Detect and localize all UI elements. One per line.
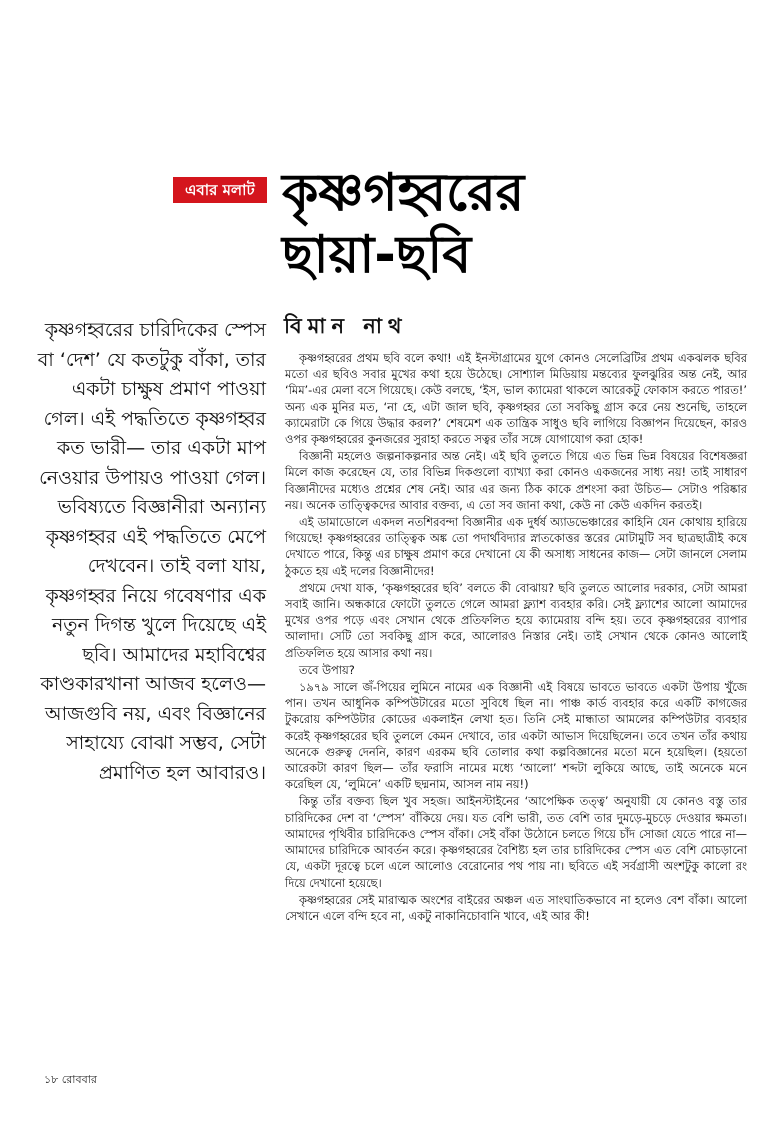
page-number-folio: ১৮ রোববার [44, 1073, 97, 1086]
article-paragraph: তবে উপায়? [299, 662, 355, 677]
article-body [285, 350, 747, 925]
headline-line-1: কৃষ্ণগহ্বরের [282, 163, 525, 223]
article-paragraph: বিজ্ঞানী মহলেও জল্পনাকল্পনার অন্ত নেই। এই ছবি তুলতে গিয়ে এত ভিন্ন ভিন্ন বিষয়ের বিশেষজ্ঞরা মিলে কাজ করেছেন যে, তার বিভিন্ন দিকগুলো ব্যাখ্যা করা কোনও একজনের সাধ্য নয়! তাই সাধারণ বিজ্ঞানীদের মধ্যেও প্রশ্নের শেষ নেই। আর এর জন্য ঠিক কাকে প্রশংসা করা উচিত— সেটাও পরিষ্কার নয়। অনেক তাত্ত্বিকদের আবার বক্তব্য, এ তো সব জানা কথা, কেউ না কেউ একদিন করতই। [285, 449, 747, 512]
pull-quote: কৃষ্ণগহ্বরের চারিদিকের স্পেস বা ‘দেশ’ যে কতটুকু বাঁকা, তার একটা চাক্ষুষ প্রমাণ পাওয়া গেল। এই পদ্ধতিতে কৃষ্ণগহ্বর কত ভারী— তার একটা মাপ নেওয়ার উপায়ও পাওয়া গেল। ভবিষ্যতে বিজ্ঞানীরা অন্যান্য কৃষ্ণগহ্বর এই পদ্ধতিতে মেপে দেখবেন। তাই বলা যায়, কৃষ্ণগহ্বর নিয়ে গবেষণার এক নতুন দিগন্ত খুলে দিয়েছে এই ছবি। আমাদের মহাবিশ্বের কাণ্ডকারখানা আজব হলেও— আজগুবি নয়, এবং বিজ্ঞানের সাহায্যে বোঝা সম্ভব, সেটা প্রমাণিত হল আবারও। [37, 319, 266, 784]
article-paragraph: কিন্তু তাঁর বক্তব্য ছিল খুব সহজ। আইনস্টাইনের ‘আপেক্ষিক তত্ত্ব’ অনুযায়ী যে কোনও বস্তু তার চারিদিকের দেশ বা ‘স্পেস’ বাঁকিয়ে দেয়। যত বেশি ভারী, তত বেশি তার দুমড়ে-মুচড়ে দেওয়ার ক্ষমতা। আমাদের পৃথিবীর চারিদিকেও স্পেস বাঁকা। সেই বাঁকা উঠোনে চলতে গিয়ে চাঁদ সোজা যেতে পারে না— আমাদের চারিদিকে আবর্তন করে। কৃষ্ণগহ্বরের বৈশিষ্ট্য হল তার চারিদিকের স্পেস এত বেশি মোচড়ানো যে, একটা দূরত্বে চলে এলে আলোও বেরোনোর পথ পায় না। ছবিতে এই সর্বগ্রাসী অংশটুকু কালো রং দিয়ে দেখানো হয়েছে। [285, 794, 747, 890]
headline [282, 162, 752, 286]
article-paragraph: প্রথমে দেখা যাক, ‘কৃষ্ণগহ্বরের ছবি’ বলতে কী বোঝায়? ছবি তুলতে আলোর দরকার, সেটা আমরা সবাই জানি। অন্ধকারে ফোটো তুলতে গেলে আমরা ফ্ল্যাশ ব্যবহার করি। সেই ফ্ল্যাশের আলো আমাদের মুখের ওপর পড়ে এবং সেখান থেকে প্রতিফলিত হয়ে ক্যামেরায় বন্দি হয়। তবে কৃষ্ণগহ্বরের ব্যাপার আলাদা। সেটি তো সবকিছু গ্রাস করে, আলোরও নিস্তার নেই। তাই সেখান থেকে কোনও আলোই প্রতিফলিত হয়ে আসার কথা নয়। [285, 580, 747, 660]
article-paragraph: কৃষ্ণগহ্বরের প্রথম ছবি বলে কথা! এই ইনস্টাগ্রামের যুগে কোনও সেলেব্রিটির প্রথম একঝলক ছবির মতো এর ছবিও সবার মুখের কথা হয়ে উঠেছে। সোশ্যাল মিডিয়ায় মন্তব্যের ফুলঝুরির অন্ত নেই, আর ‘মিম’-এর মেলা বসে গিয়েছে। কেউ বলছে, ‘ইস, ভাল ক্যামেরা থাকলে আরেকটু ফোকাস করতে পারত!’ অন্য এক মুনির মত, ‘না হে, এটা জাল ছবি, কৃষ্ণগহ্বর তো সবকিছু গ্রাস করে নেয় শুনেছি, তাহলে ক্যামেরাটা কে গিয়ে উদ্ধার করল?’ শেষমেশ এক তান্ত্রিক সাধুও ছবি লাগিয়ে বিজ্ঞাপন দিয়েছেন, কারও ওপর কৃষ্ণগহ্বরের কুনজরের সুরাহা করতে সত্বর তাঁর সঙ্গে যোগাযোগ করা হোক! [285, 351, 747, 447]
article-paragraph: ১৯৭৯ সালে জঁ-পিয়ের লুমিনে নামের এক বিজ্ঞানী এই বিষয়ে ভাবতে ভাবতে একটা উপায় খুঁজে পান। তখন আধুনিক কম্পিউটারের মতো সুবিধে ছিল না। পাঞ্চ কার্ড ব্যবহার করে একটি কাগজের টুকরোয় কম্পিউটার কোডের একলাইন লেখা হত। তিনি সেই মান্ধাতা আমলের কম্পিউটার ব্যবহার করেই কৃষ্ণগহ্বরের ছবি তুললে কেমন দেখাবে, তার একটা আভাস দিয়েছিলেন। তবে তখন তাঁর কথায় অনেকে গুরুত্ব দেননি, কারণ এরকম ছবি তোলার কথা কল্পবিজ্ঞানের মতো মনে হয়েছিল। (হয়তো আরেকটা কারণ ছিল— তাঁর ফরাসি নামের মধ্যে ‘আলো’ শব্দটা লুকিয়ে আছে, তাই অনেকে মনে করেছিল যে, ‘লুমিনে’ একটি ছদ্মনাম, আসল নাম নয়!) [285, 680, 747, 792]
headline-line-2: ছায়া-ছবি [282, 225, 472, 285]
article-paragraph: কৃষ্ণগহ্বরের সেই মারাত্মক অংশের বাইরের অঞ্চল এত সাংঘাতিকভাবে না হলেও বেশ বাঁকা। আলো সেখানে এলে বন্দি হবে না, একটু নাকানিচোবানি খাবে, এই আর কী! [285, 892, 747, 923]
byline: বিমান নাথ [284, 314, 408, 338]
section-tag: এবার মলাট [173, 177, 267, 203]
article-paragraph: এই ডামাডোলে একদল নতশিরবন্দা বিজ্ঞানীর এক দুর্ধর্ষ অ্যাডভেঞ্চারের কাহিনি যেন কোথায় হারিয়ে গিয়েছে! কৃষ্ণগহ্বরের তাত্ত্বিক অঙ্ক তো পদার্থবিদ্যার স্নাতকোত্তর স্তরের মোটামুটি সব ছাত্রছাত্রীই কষে দেখাতে পারে, কিন্তু এর চাক্ষুষ প্রমাণ করে দেখানো যে কী অসাধ্য সাধনের কাজ— সেটা জানলে সেলাম ঠুকতে হয় এই দলের বিজ্ঞানীদের! [285, 515, 747, 578]
